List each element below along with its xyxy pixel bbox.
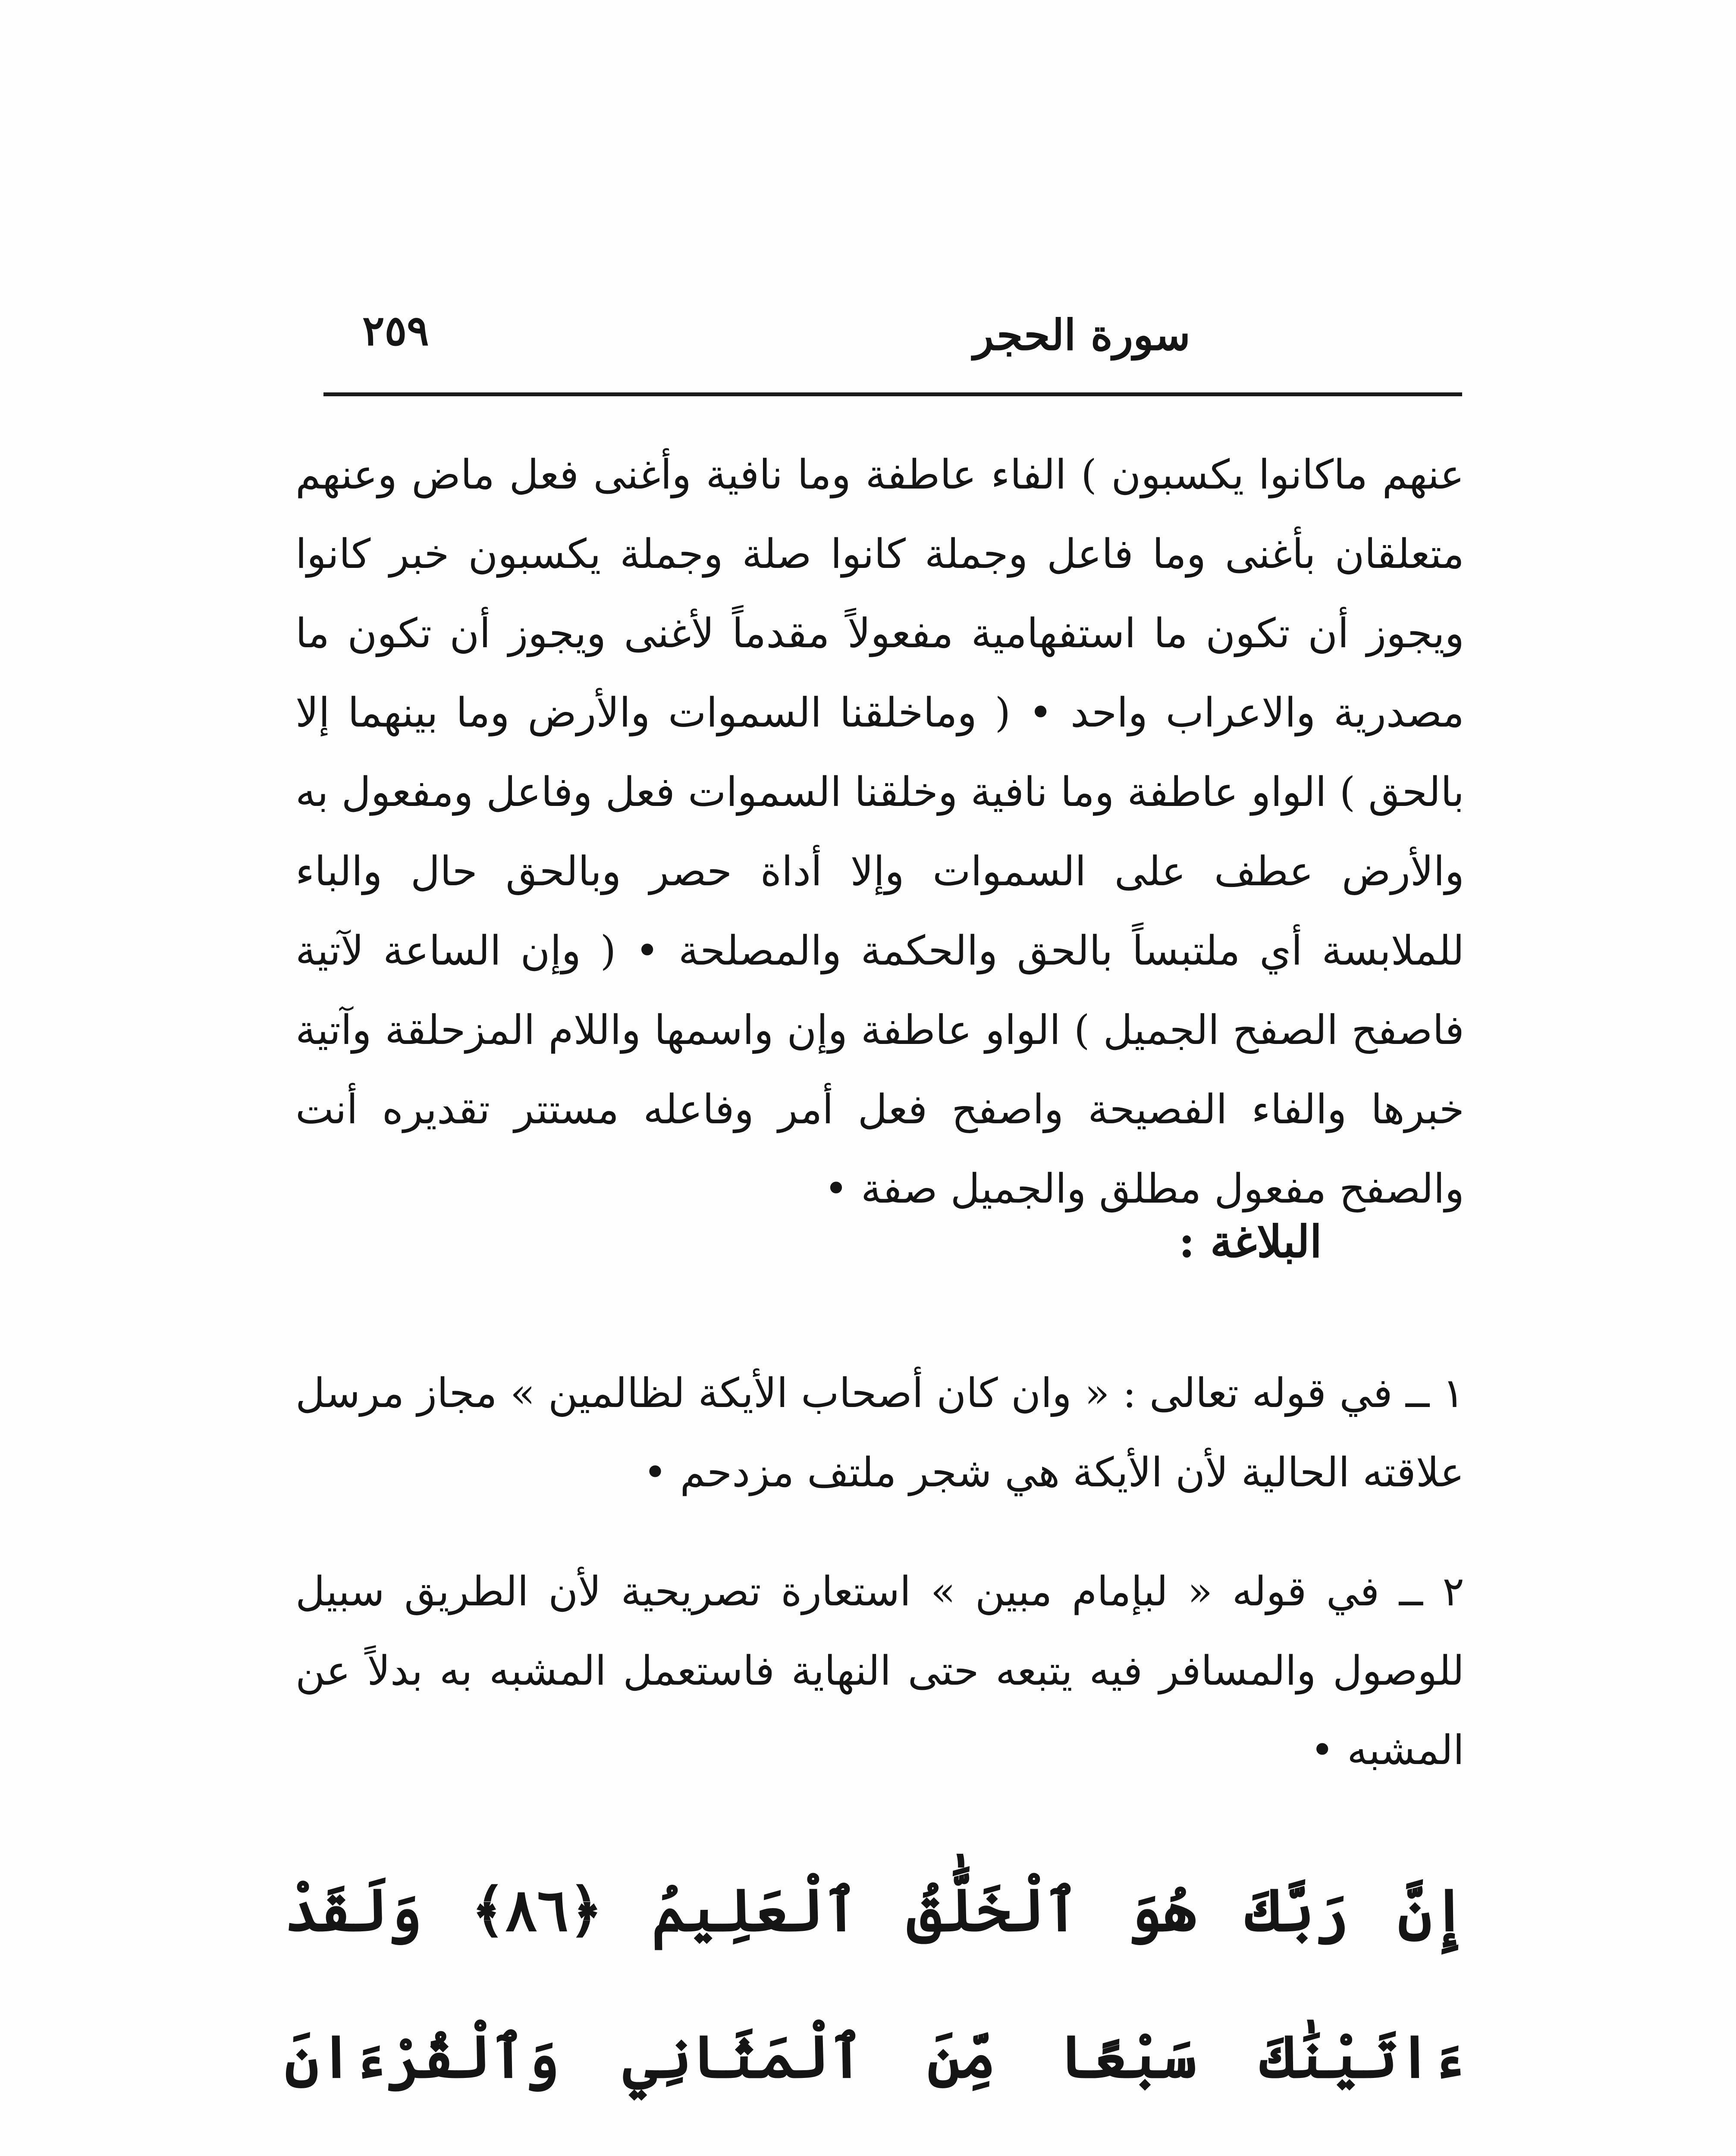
quran-verses: إِنَّ رَبَّكَ هُوَ ٱلْخَلَّٰقُ ٱلْعَلِيمُ ﴿٨٦﴾ وَلَقَدْ ءَاتَيْنَٰكَ سَبْعًا مِّنَ ٱلْمَثَانِي وَٱلْقُرْءَانَ [285,1876,1466,2091]
rhetoric-item-2: ٢ ــ في قوله « لبإمام مبين » استعارة تصريحية لأن الطريق سبيل للوصول والمسافر فيه يتبعه حتى النهاية فاستعمل المشبه به بدلاً عن المشبه • [295,1568,1464,1774]
rhetoric-item-1: ١ ــ في قوله تعالى : « وان كان أصحاب الأيكة لظالمين » مجاز مرسل علاقته الحالية لأن الأيكة هي شجر ملتف مزدحم • [295,1370,1464,1496]
surah-title: سورة الحجر [973,310,1190,360]
section-heading: البلاغة : [1178,1216,1322,1268]
grammar-paragraph: عنهم ماكانوا يكسبون ) الفاء عاطفة وما نافية وأغنى فعل ماض وعنهم متعلقان بأغنى وما فاعل وجملة كانوا صلة وجملة يكسبون خبر كانوا ويجوز أن تكون ما استفهامية مفعولاً مقدماً لأغنى ويجوز أن تكون ما مصدرية والاعراب واحد • ( وماخلقنا السموات والأرض وما بينهما إلا بالحق ) الواو عاطفة وما نافية وخلقنا السموات فعل وفاعل ومفعول به والأرض عطف على السموات وإلا أداة حصر وبالحق حال والباء للملابسة أي ملتبساً بالحق والحكمة والمصلحة • ( وإن الساعة لآتية فاصفح الصفح الجميل ) الواو عاطفة وإن واسمها واللام المزحلقة وآتية خبرها والفاء الفصيحة واصفح فعل أمر وفاعله مستتر تقديره أنت والصفح مفعول مطلق والجميل صفة • [295,451,1464,1213]
header-rule [323,392,1462,396]
running-header [323,302,1462,379]
page-number: ٢٥٩ [362,306,429,355]
